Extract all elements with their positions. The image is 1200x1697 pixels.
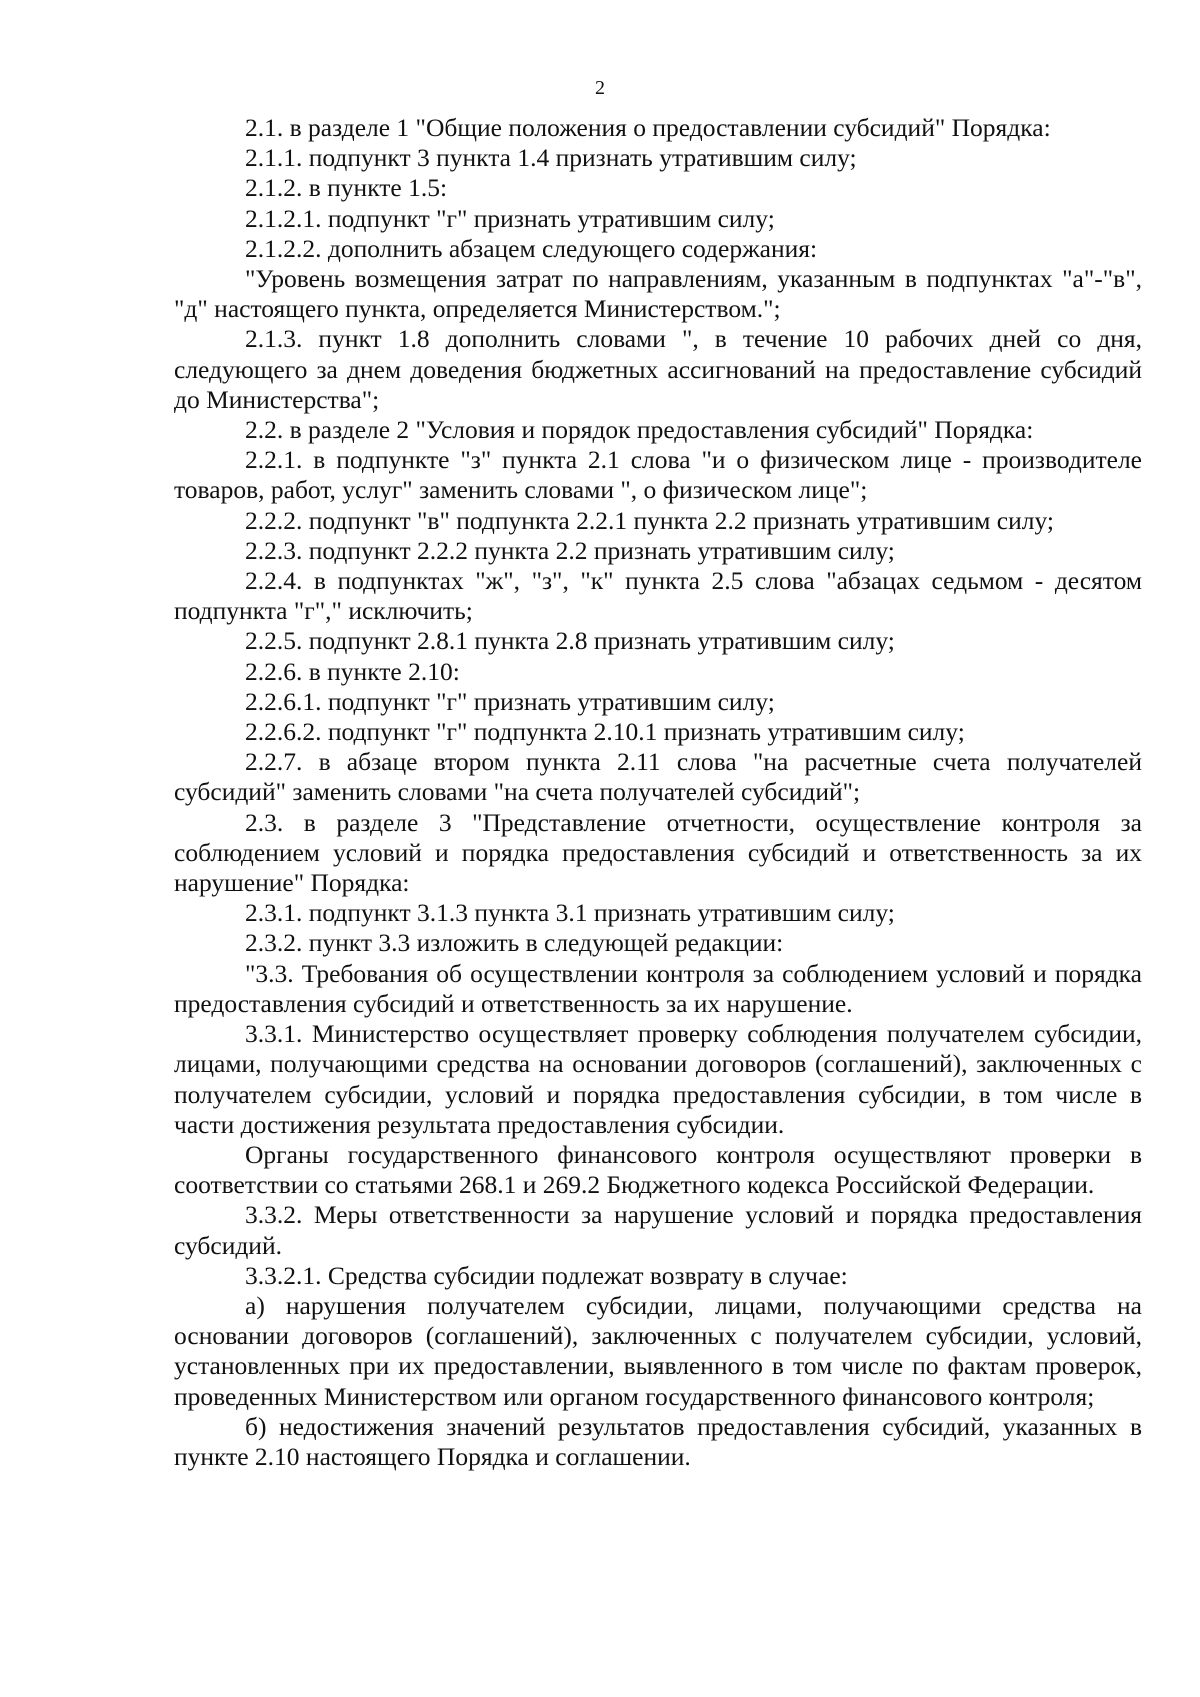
paragraph-2-2-1: 2.2.1. в подпункте "з" пункта 2.1 слова "и о физическом лице - производителе товаров, работ, услуг" заменить словами ", о физическом лице"; bbox=[174, 445, 1142, 505]
paragraph-2-2-4: 2.2.4. в подпунктах "ж", "з", "к" пункта 2.5 слова "абзацах седьмом - десятом подпункта "г"," исключить; bbox=[174, 566, 1142, 626]
paragraph-2-3: 2.3. в разделе 3 "Представление отчетности, осуществление контроля за соблюдением условий и порядка предоставления субсидий и ответственность за их нарушение" Порядка: bbox=[174, 807, 1142, 898]
paragraph-control-bodies: Органы государственного финансового контроля осуществляют проверки в соответствии со статьями 268.1 и 269.2 Бюджетного кодекса Российской Федерации. bbox=[174, 1139, 1142, 1200]
paragraph-2-2-6: 2.2.6. в пункте 2.10: bbox=[245, 656, 460, 686]
paragraph-item-b: б) недостижения значений результатов предоставления субсидий, указанных в пункте 2.10 настоящего Порядка и соглашении. bbox=[174, 1411, 1142, 1471]
paragraph-quoted-level: "Уровень возмещения затрат по направлениям, указанным в подпунктах "а"-"в", "д" настоящего пункта, определяется Министерством."; bbox=[174, 264, 1142, 324]
paragraph-3-3-2: 3.3.2. Меры ответственности за нарушение условий и порядка предоставления субсидий. bbox=[174, 1200, 1142, 1260]
paragraph-2-2-6-2: 2.2.6.2. подпункт "г" подпункта 2.10.1 признать утратившим силу; bbox=[245, 717, 965, 747]
page-number: 2 bbox=[595, 77, 605, 99]
paragraph-2-1-2-1: 2.1.2.1. подпункт "г" признать утратившим силу; bbox=[245, 203, 775, 233]
paragraph-3-3-1: 3.3.1. Министерство осуществляет проверку соблюдения получателем субсидии, лицами, получающими средства на основании договоров (соглашений), заключенных с получателем субсидии, условий и порядка предоставления субсидии, в том числе в части достижения результата предоставления субсидии. bbox=[174, 1019, 1142, 1139]
paragraph-2-1-3: 2.1.3. пункт 1.8 дополнить словами ", в течение 10 рабочих дней со дня, следующего за днем доведения бюджетных ассигнований на предоставление субсидий до Министерства"; bbox=[174, 324, 1142, 414]
paragraph-2-3-1: 2.3.1. подпункт 3.1.3 пункта 3.1 признать утратившим силу; bbox=[245, 898, 895, 928]
paragraph-2-2-7: 2.2.7. в абзаце втором пункта 2.11 слова "на расчетные счета получателей субсидий" заменить словами "на счета получателей субсидий"; bbox=[174, 747, 1142, 807]
paragraph-2-1-2-2: 2.1.2.2. дополнить абзацем следующего содержания: bbox=[245, 233, 818, 263]
paragraph-2-2-6-1: 2.2.6.1. подпункт "г" признать утратившим силу; bbox=[245, 686, 775, 716]
paragraph-2-3-2: 2.3.2. пункт 3.3 изложить в следующей редакции: bbox=[245, 928, 784, 958]
paragraph-2-1: 2.1. в разделе 1 "Общие положения о предоставлении субсидий" Порядка: bbox=[245, 113, 1051, 142]
paragraph-3-3: "3.3. Требования об осуществлении контроля за соблюдением условий и порядка предоставления субсидий и ответственность за их нарушение. bbox=[174, 958, 1142, 1018]
paragraph-2-2: 2.2. в разделе 2 "Условия и порядок предоставления субсидий" Порядка: bbox=[245, 415, 1034, 445]
paragraph-2-2-2: 2.2.2. подпункт "в" подпункта 2.2.1 пункта 2.2 признать утратившим силу; bbox=[245, 505, 1054, 535]
paragraph-item-a: а) нарушения получателем субсидии, лицами, получающими средства на основании договоров (соглашений), заключенных с получателем субсидии, условий, установленных при их предоставлении, выявленного в том числе по фактам проверок, проведенных Министерством или органом государственного финансового контроля; bbox=[174, 1290, 1142, 1411]
paragraph-2-1-1: 2.1.1. подпункт 3 пункта 1.4 признать утратившим силу; bbox=[245, 143, 857, 173]
paragraph-3-3-2-1: 3.3.2.1. Средства субсидии подлежат возврату в случае: bbox=[245, 1260, 848, 1290]
paragraph-2-2-3: 2.2.3. подпункт 2.2.2 пункта 2.2 признать утратившим силу; bbox=[245, 535, 895, 565]
paragraph-2-1-2: 2.1.2. в пункте 1.5: bbox=[245, 173, 448, 203]
paragraph-2-2-5: 2.2.5. подпункт 2.8.1 пункта 2.8 признать утратившим силу; bbox=[245, 626, 895, 656]
document-body bbox=[174, 113, 1142, 1472]
